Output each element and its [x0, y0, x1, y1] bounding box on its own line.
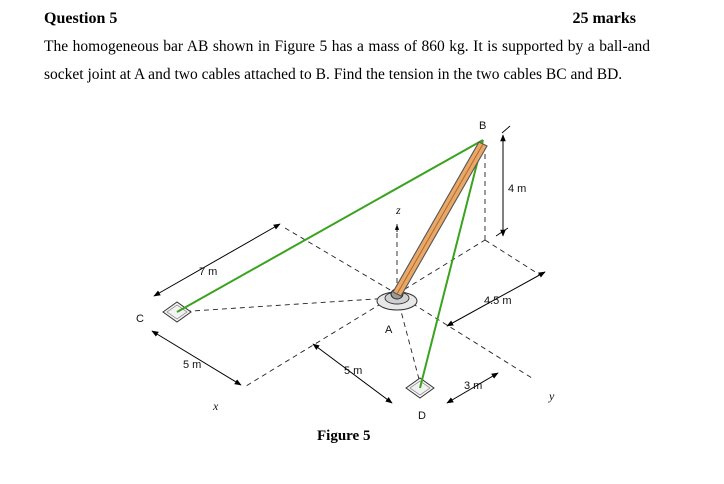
dashed-line-7m-to-a [285, 228, 397, 294]
label-c: C [136, 313, 144, 325]
cable-bd [420, 140, 483, 388]
dashed-y-axis [397, 294, 532, 378]
axis-label-z: z [396, 203, 401, 217]
dim-label-4-5m: 4.5 m [484, 295, 512, 307]
axis-label-y: y [549, 389, 555, 403]
dim-label-5m-left: 5 m [183, 359, 202, 371]
question-marks: 25 marks [572, 10, 636, 27]
dim-arrow-7m [154, 224, 280, 296]
dashed-x-axis [246, 294, 397, 386]
dim-label-4m: 4 m [508, 183, 527, 195]
question-title: Question 5 [44, 10, 118, 27]
axis-label-x: x [213, 399, 219, 413]
figure-caption: Figure 5 [317, 428, 371, 444]
dim-arrow-5m-left [152, 331, 241, 385]
label-a: A [385, 324, 393, 336]
question-paragraph: The homogeneous bar AB shown in Figure 5 has a mass of 860 kg. It is supported by a ball-and socket joint at A and two cables attached to B. Find the tension in the two cables BC and BD. [44, 38, 650, 83]
dim-label-3m: 3 m [464, 380, 483, 392]
dim-label-7m: 7 m [199, 266, 218, 278]
label-d: D [418, 410, 426, 422]
construction-lines [177, 145, 540, 386]
label-b: B [479, 120, 487, 132]
dashed-c-to-a [177, 298, 390, 312]
dashed-b-foot-to-4-5m [485, 240, 540, 275]
tick-b-bottom [496, 228, 508, 236]
cables [177, 140, 483, 388]
tick-b-top [502, 126, 510, 133]
dim-label-5m-mid: 5 m [344, 365, 363, 377]
